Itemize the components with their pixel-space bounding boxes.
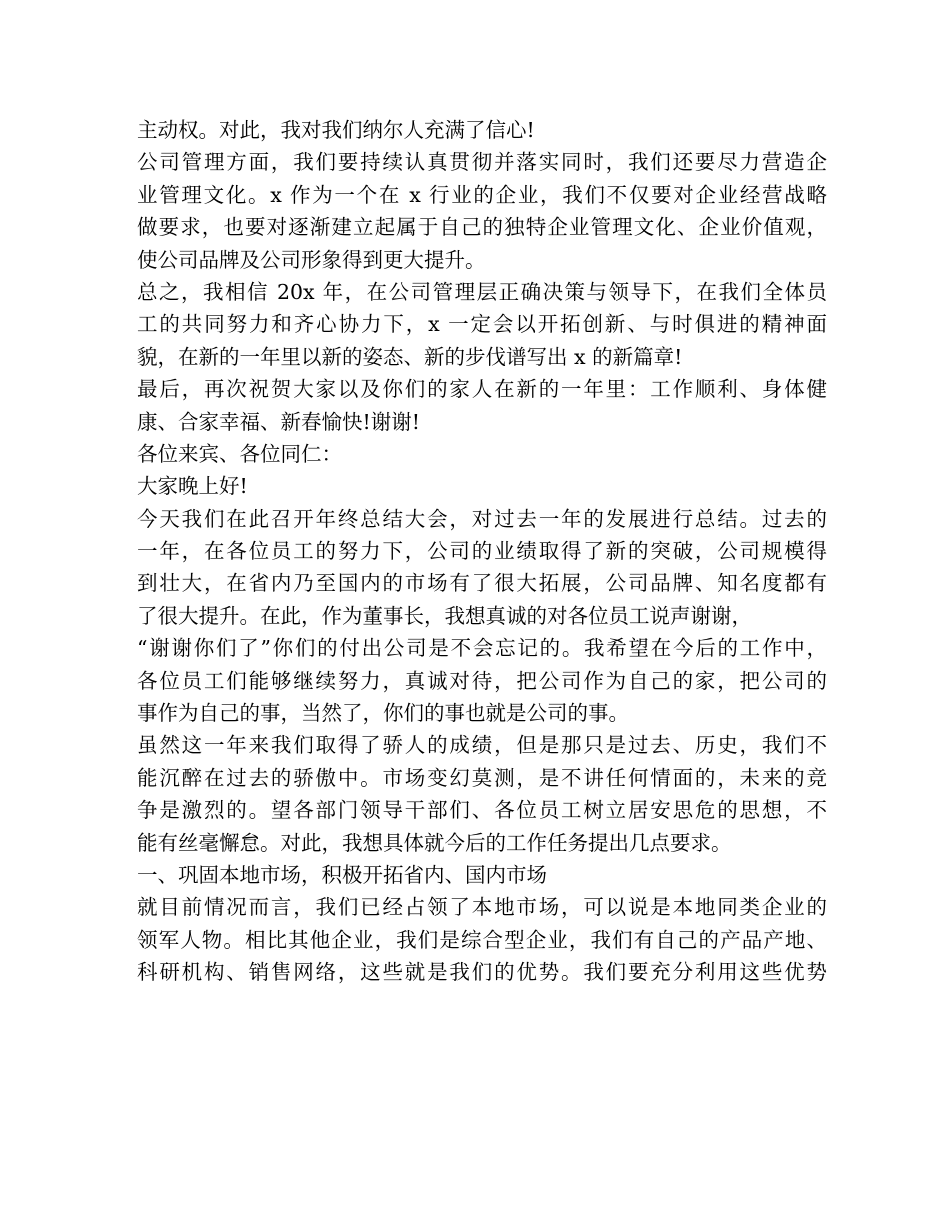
text-line: 各位员工们能够继续努力，真诚对待，把公司作为自己的家，把公司的 [137, 668, 827, 693]
document-body [137, 114, 827, 989]
text-line: 貌，在新的一年里以新的姿态、新的步伐谱写出 x 的新篇章! [137, 344, 683, 369]
text-line: 公司管理方面，我们要持续认真贯彻并落实同时，我们还要尽力营造企 [137, 150, 827, 175]
section-heading: 一、巩固本地市场，积极开拓省内、国内市场 [137, 862, 547, 887]
text-line: 工的共同努力和齐心协力下，x 一定会以开拓创新、与时俱进的精神面 [137, 312, 827, 337]
text-line: 总之，我相信 20x 年，在公司管理层正确决策与领导下，在我们全体员 [137, 279, 827, 304]
text-line: 能有丝毫懈怠。对此，我想具体就今后的工作任务提出几点要求。 [137, 830, 732, 855]
text-line: 各位来宾、各位同仁： [137, 441, 342, 466]
text-line: 康、合家幸福、新春愉快!谢谢! [137, 409, 420, 434]
text-line: 业管理文化。x 作为一个在 x 行业的企业，我们不仅要对企业经营战略 [137, 182, 827, 207]
text-line: 科研机构、销售网络，这些就是我们的优势。我们要充分利用这些优势 [137, 960, 827, 985]
text-line: 主动权。对此，我对我们纳尔人充满了信心! [137, 118, 535, 142]
text-line: 大家晚上好! [137, 474, 248, 499]
text-line: “谢谢你们了”你们的付出公司是不会忘记的。我希望在今后的工作中， [137, 636, 827, 661]
text-line: 今天我们在此召开年终总结大会，对过去一年的发展进行总结。过去的 [137, 506, 827, 531]
text-line: 事作为自己的事，当然了，你们的事也就是公司的事。 [137, 701, 629, 726]
text-line: 争是激烈的。望各部门领导干部们、各位员工树立居安思危的思想，不 [137, 798, 827, 823]
text-line: 使公司品牌及公司形象得到更大提升。 [137, 247, 486, 272]
text-line: 了很大提升。在此，作为董事长，我想真诚的对各位员工说声谢谢， [137, 603, 752, 628]
text-line: 做要求，也要对逐渐建立起属于自己的独特企业管理文化、企业价值观， [137, 215, 827, 240]
text-line: 一年，在各位员工的努力下，公司的业绩取得了新的突破，公司规模得 [137, 539, 827, 564]
text-line: 最后，再次祝贺大家以及你们的家人在新的一年里：工作顺利、身体健 [137, 377, 827, 402]
text-line: 就目前情况而言，我们已经占领了本地市场，可以说是本地同类企业的 [137, 895, 827, 920]
text-line: 能沉醉在过去的骄傲中。市场变幻莫测，是不讲任何情面的，未来的竞 [137, 765, 827, 790]
text-line: 到壮大，在省内乃至国内的市场有了很大拓展，公司品牌、知名度都有 [137, 571, 827, 596]
text-line: 领军人物。相比其他企业，我们是综合型企业，我们有自己的产品产地、 [137, 927, 827, 952]
text-line: 虽然这一年来我们取得了骄人的成绩，但是那只是过去、历史，我们不 [137, 733, 827, 758]
